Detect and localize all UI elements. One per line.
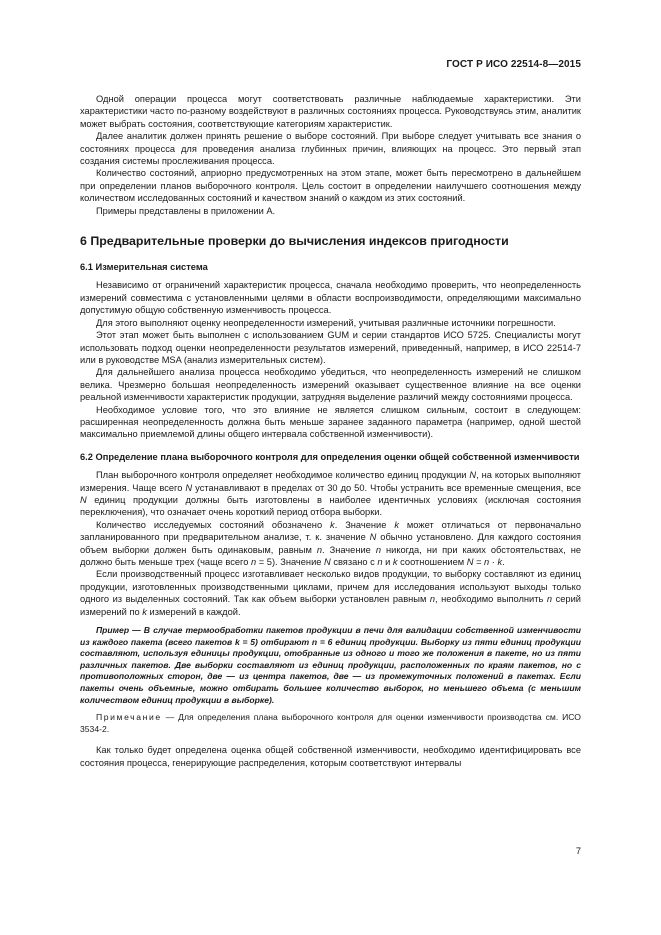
example-text: Пример — В случае термообработки пакетов продукции в печи для валидации собственной изменчивости из каждого пакета (всего пакетов k = 5) отбирают n = 6 единиц продукции. Выборку из пяти единиц продукции составляют, используя единицы продукции, отобранные из одного и того же положения в пакете, но из пяти различных пакетов. Две выборки составляют из единиц продукции, расположенных по краям пакетов, но с противоположных сторон, две — из центра пакетов, две — из промежуточных положений в пакетах. Если пакеты очень объемные, можно отбирать большее количество выборок, но меньшего объема (с меньшим количеством единиц продукции в выборке). xyxy=(80,625,581,705)
s62-paragraph-1: План выборочного контроля определяет необходимое количество единиц продукции N, на которых выполняют измерения. Чаще всего N устанавливают в пределах от 30 до 50. Чтобы устранить все временные смещения, все N единиц продукции должны быть изготовлены в наиболее идентичных условиях (исключая состояния переключения), что означает очень короткий период отбора выборки. xyxy=(80,470,581,518)
s62-final-paragraph: Как только будет определена оценка общей собственной изменчивости, необходимо идентифицировать все состояния процесса, генерирующие распределения, которым соответствуют интервалы xyxy=(80,745,581,768)
subsection-6-1-heading: 6.1 Измерительная система xyxy=(80,262,208,273)
note-text: Примечание — Для определения плана выборочного контроля для оценки изменчивости производства см. ИСО 3534-2. xyxy=(80,712,581,734)
standard-header: ГОСТ Р ИСО 22514-8—2015 xyxy=(446,59,581,70)
intro-paragraph-3: Количество состояний, априорно предусмотренных на этом этапе, может быть пересмотрено в дальнейшем при определении планов выборочного контроля. Цель состоит в определении наилучшего соотношения между количеством исследованных состояний и качеством знаний о каждом из этих состояний. xyxy=(80,168,581,204)
note-label: Примечание xyxy=(96,712,162,723)
document-body xyxy=(80,93,581,769)
s61-paragraph-5: Необходимое условие того, что это влияние не является слишком сильным, состоит в следующем: расширенная неопределенность должна быть меньше заранее заданного параметра (например, одной шестой максимально приемлемой длины общего интервала собственной изменчивости). xyxy=(80,404,581,440)
subsection-6-2-heading: 6.2 Определение плана выборочного контроля для определения оценки общей собственной изменчивости xyxy=(80,451,580,462)
intro-paragraph-4: Примеры представлены в приложении А. xyxy=(96,205,276,216)
intro-paragraph-1: Одной операции процесса могут соответствовать различные наблюдаемые характеристики. Эти характеристики часто по-разному воздействуют в различных состояниях процесса. Руководствуясь этим, аналитик может выбрать состояния, соответствующие категориям характеристик. xyxy=(80,94,581,129)
s61-paragraph-1: Независимо от ограничений характеристик процесса, сначала необходимо проверить, что неопределенность измерений совместима с установленными целями в области воспроизводимости, определяющими максимально допустимую общую собственную изменчивость процесса. xyxy=(80,280,581,316)
s61-paragraph-4: Для дальнейшего анализа процесса необходимо убедиться, что неопределенность измерений не слишком велика. Чрезмерно большая неопределенность измерений оказывает существенное влияние на все оценки реальной изменчивости характеристик продукции, затрудняя выделение различий между состояниями процесса. xyxy=(80,367,581,403)
s61-paragraph-2: Для этого выполняют оценку неопределенности измерений, учитывая различные источники погрешности. xyxy=(96,317,556,328)
page-number: 7 xyxy=(575,846,581,856)
section-6-heading: 6 Предварительные проверки до вычисления индексов пригодности xyxy=(80,234,509,249)
s62-paragraph-3: Если производственный процесс изготавливает несколько видов продукции, то выборку составляют из единиц продукции, изготовленных производственными циклами, причем для исследования используют выходы только одного из выделенных состояний. Так как объем выборки установлен равным n, необходимо выполнить n серий измерений по k измерений в каждой. xyxy=(80,569,581,617)
intro-paragraph-2: Далее аналитик должен принять решение о выборе состояний. При выборе следует учитывать все знания о состояниях процесса для проведения анализа глубинных причин, влияющих на процесс. Это первый этап создания системы прослеживания процесса. xyxy=(80,131,581,167)
s61-paragraph-3: Этот этап может быть выполнен с использованием GUM и серии стандартов ИСО 5725. Специалисты могут использовать подход оценки неопределенности результатов измерений, приведенный, например, в ИСО 22514-7 или в руководстве MSA (анализ измерительных систем). xyxy=(80,330,581,365)
s62-paragraph-2: Количество исследуемых состояний обозначено k. Значение k может отличаться от первоначально запланированного при предварительном анализе, т. к. значение N обычно установлено. Для каждого состояния объем выборки должен быть одинаковым, равным n. Значение n никогда, ни при каких обстоятельствах, не должно быть меньше трех (чаще всего n = 5). Значение N связано с n и k соотношением N = n · k. xyxy=(80,519,581,567)
